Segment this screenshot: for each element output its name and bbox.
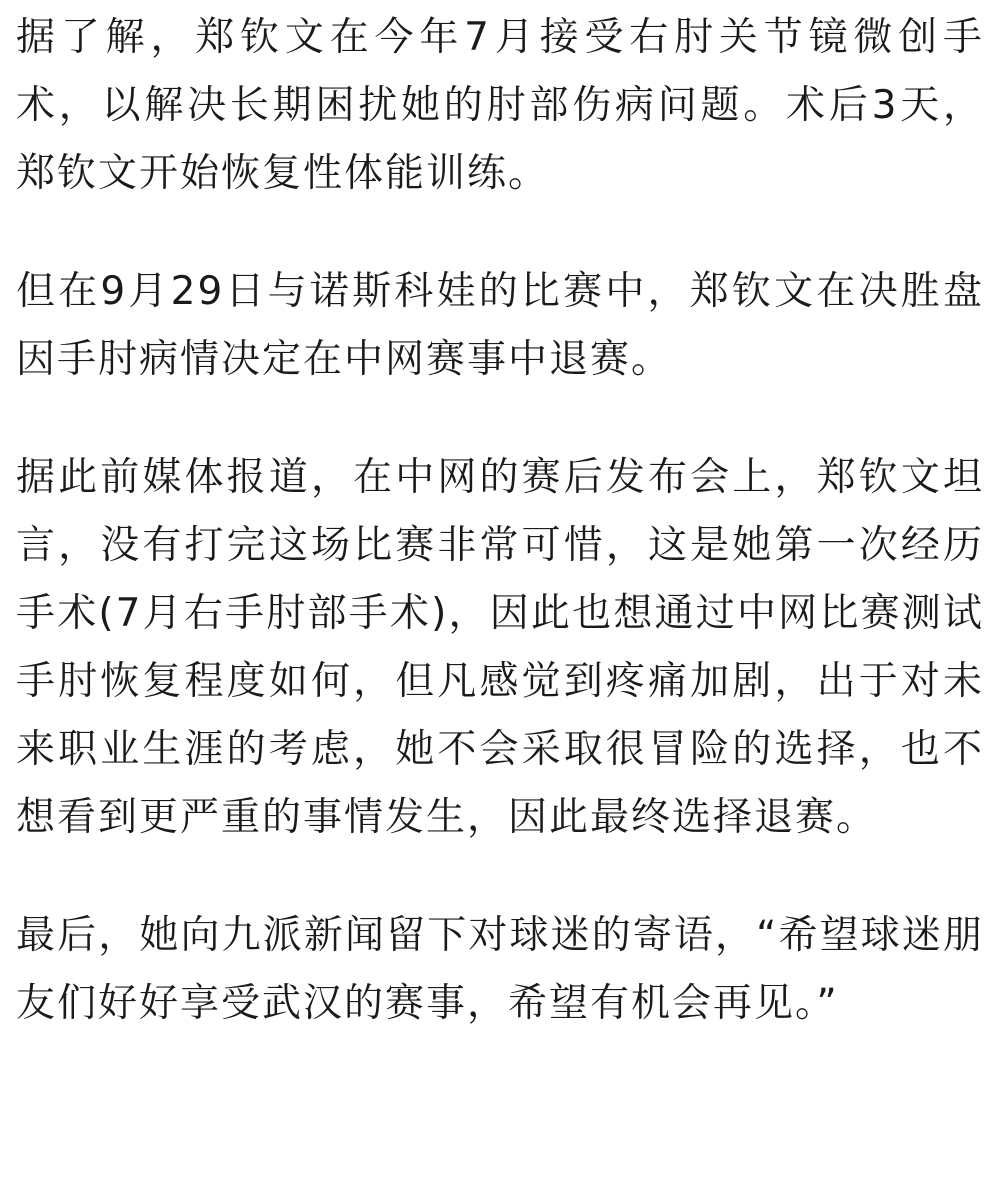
article-body: [16, 0, 984, 1038]
paragraph-press-conference: 据此前媒体报道，在中网的赛后发布会上，郑钦文坦言，没有打完这场比赛非常可惜，这是她第一次经历手术(7月右手肘部手术)，因此也想通过中网比赛测试手肘恢复程度如何，但凡感觉到疼痛加剧，出于对未来职业生涯的考虑，她不会采取很冒险的选择，也不想看到更严重的事情发生，因此最终选择退赛。: [16, 455, 984, 840]
paragraph-message-to-fans: 最后，她向九派新闻留下对球迷的寄语，“希望球迷朋友们好好享受武汉的赛事，希望有机会再见。”: [16, 913, 984, 1026]
paragraph-surgery: 据了解，郑钦文在今年7月接受右肘关节镜微创手术，以解决长期困扰她的肘部伤病问题。术后3天，郑钦文开始恢复性体能训练。: [16, 15, 984, 196]
paragraph-withdrawal: 但在9月29日与诺斯科娃的比赛中，郑钦文在决胜盘因手肘病情决定在中网赛事中退赛。: [16, 269, 984, 382]
